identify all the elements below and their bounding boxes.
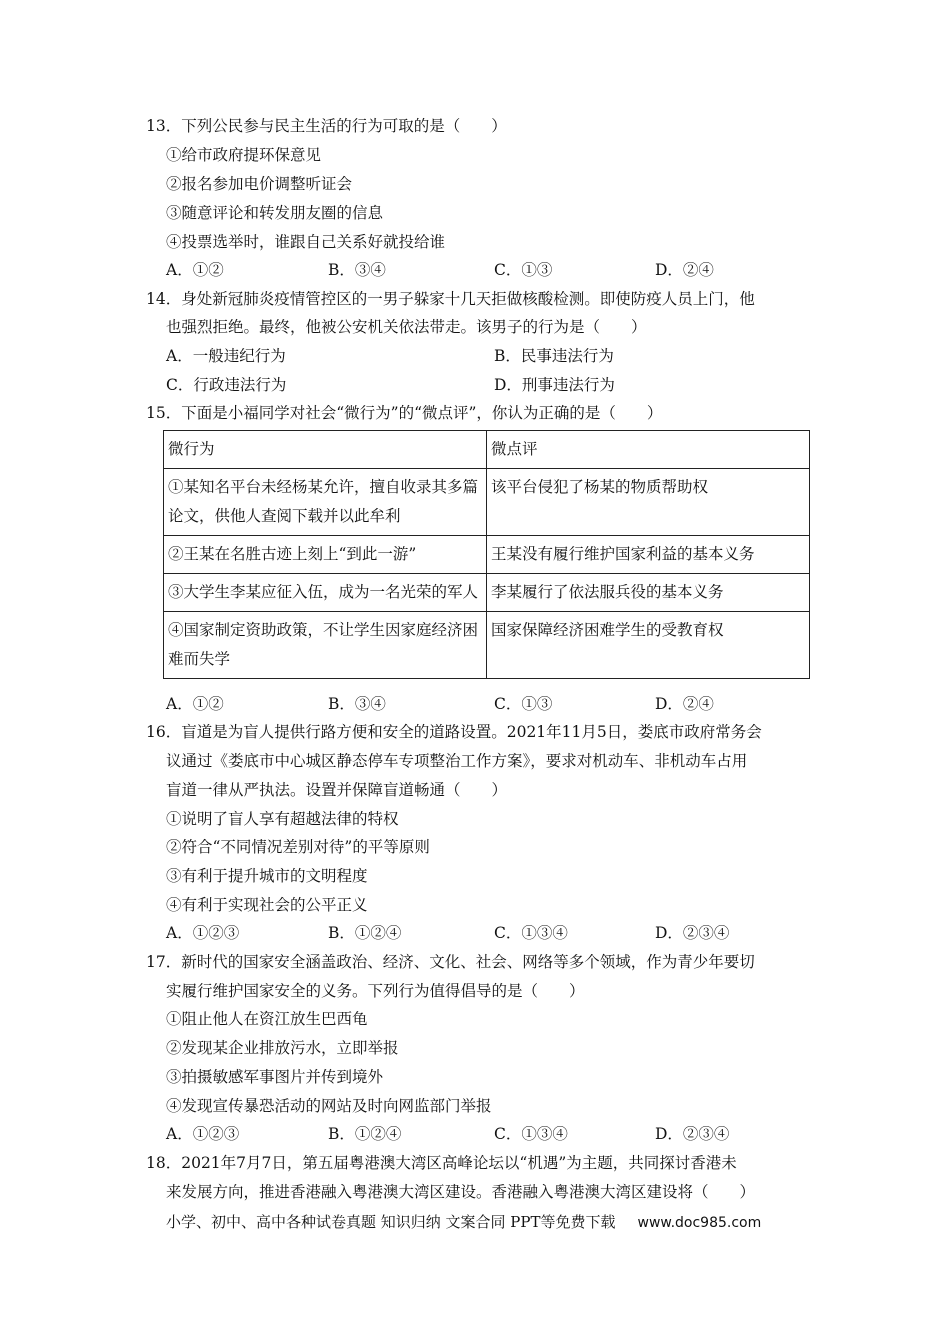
footer-url[interactable]: www.doc985.com: [637, 1215, 762, 1231]
question-17-choice-a: A．①②③: [166, 1125, 240, 1143]
question-17-item-3: ③拍摄敏感军事图片并传到境外: [166, 1068, 384, 1086]
question-17-stem-line1: 17．新时代的国家安全涵盖政治、经济、文化、社会、网络等多个领域，作为青少年要切: [146, 953, 755, 971]
question-13-choice-c: C．①③: [494, 261, 553, 279]
question-13-choice-d: D．②④: [655, 261, 714, 279]
question-15-choice-a: A．①②: [166, 695, 224, 713]
table-row: [164, 469, 810, 536]
table-row: [164, 536, 810, 574]
question-14-choice-c: C．行政违法行为: [166, 376, 287, 394]
table-cell: 王某没有履行维护国家利益的基本义务: [487, 536, 810, 574]
table-cell: 国家保障经济困难学生的受教育权: [487, 612, 810, 679]
question-16-item-1: ①说明了盲人享有超越法律的特权: [166, 810, 399, 828]
question-13-item-4: ④投票选举时，谁跟自己关系好就投给谁: [166, 233, 446, 251]
question-13-item-3: ③随意评论和转发朋友圈的信息: [166, 204, 384, 222]
table-header-cell: 微点评: [487, 431, 810, 469]
question-17-stem-line2: 实履行维护国家安全的义务。下列行为值得倡导的是（ ）: [166, 982, 585, 1000]
question-16-choice-c: C．①③④: [494, 924, 568, 942]
table-cell: ②王某在名胜古迹上刻上“到此一游”: [164, 536, 487, 574]
question-17-item-1: ①阻止他人在资江放生巴西龟: [166, 1010, 368, 1028]
question-16-item-3: ③有利于提升城市的文明程度: [166, 867, 368, 885]
table-cell: ①某知名平台未经杨某允许，擅自收录其多篇论文，供他人查阅下载并以此牟利: [164, 469, 487, 536]
question-16-stem-line1: 16．盲道是为盲人提供行路方便和安全的道路设置。2021年11月5日，娄底市政府常务会: [146, 723, 762, 741]
question-14-choice-a: A．一般违纪行为: [166, 347, 286, 365]
table-header-cell: 微行为: [164, 431, 487, 469]
question-15-table: [163, 430, 810, 679]
question-13-choice-a: A．①②: [166, 261, 224, 279]
table-cell: 李某履行了依法服兵役的基本义务: [487, 574, 810, 612]
table-cell: 该平台侵犯了杨某的物质帮助权: [487, 469, 810, 536]
question-13-item-1: ①给市政府提环保意见: [166, 146, 322, 164]
question-16-choice-a: A．①②③: [166, 924, 240, 942]
question-17-item-2: ②发现某企业排放污水，立即举报: [166, 1039, 399, 1057]
table-row: [164, 574, 810, 612]
question-14-stem-line1: 14．身处新冠肺炎疫情管控区的一男子躲家十几天拒做核酸检测。即使防疫人员上门，他: [146, 290, 755, 308]
question-18-stem-line1: 18．2021年7月7日，第五届粤港澳大湾区高峰论坛以“机遇”为主题，共同探讨香港未: [146, 1154, 737, 1172]
question-17-item-4: ④发现宣传暴恐活动的网站及时向网监部门举报: [166, 1097, 492, 1115]
table-header-row: [164, 431, 810, 469]
question-15-choice-c: C．①③: [494, 695, 553, 713]
footer-text: 小学、初中、高中各种试卷真题 知识归纳 文案合同 PPT等免费下载: [166, 1213, 616, 1231]
table-row: [164, 612, 810, 679]
question-17-choice-b: B．①②④: [328, 1125, 402, 1143]
question-15-stem: 15．下面是小福同学对社会“微行为”的“微点评”，你认为正确的是（ ）: [146, 404, 663, 422]
question-17-choice-c: C．①③④: [494, 1125, 568, 1143]
table-cell: ③大学生李某应征入伍，成为一名光荣的军人: [164, 574, 487, 612]
question-13-stem: 13．下列公民参与民主生活的行为可取的是（ ）: [146, 117, 507, 135]
question-16-item-2: ②符合“不同情况差别对待”的平等原则: [166, 838, 430, 856]
question-14-stem-line2: 也强烈拒绝。最终，他被公安机关依法带走。该男子的行为是（ ）: [166, 318, 647, 336]
question-13-choice-b: B．③④: [328, 261, 386, 279]
question-16-item-4: ④有利于实现社会的公平正义: [166, 896, 368, 914]
question-16-choice-d: D．②③④: [655, 924, 730, 942]
question-16-stem-line2: 议通过《娄底市中心城区静态停车专项整治工作方案》，要求对机动车、非机动车占用: [166, 752, 748, 770]
table-cell: ④国家制定资助政策，不让学生因家庭经济困难而失学: [164, 612, 487, 679]
question-14-choice-d: D．刑事违法行为: [494, 376, 615, 394]
question-15-choice-d: D．②④: [655, 695, 714, 713]
question-15-choice-b: B．③④: [328, 695, 386, 713]
question-16-choice-b: B．①②④: [328, 924, 402, 942]
page-footer: [166, 1212, 761, 1233]
question-14-choice-b: B．民事违法行为: [494, 347, 614, 365]
question-18-stem-line2: 来发展方向，推进香港融入粤港澳大湾区建设。香港融入粤港澳大湾区建设将（ ）: [166, 1183, 756, 1201]
question-16-stem-line3: 盲道一律从严执法。设置并保障盲道畅通（ ）: [166, 781, 508, 799]
question-17-choice-d: D．②③④: [655, 1125, 730, 1143]
question-13-item-2: ②报名参加电价调整听证会: [166, 175, 353, 193]
